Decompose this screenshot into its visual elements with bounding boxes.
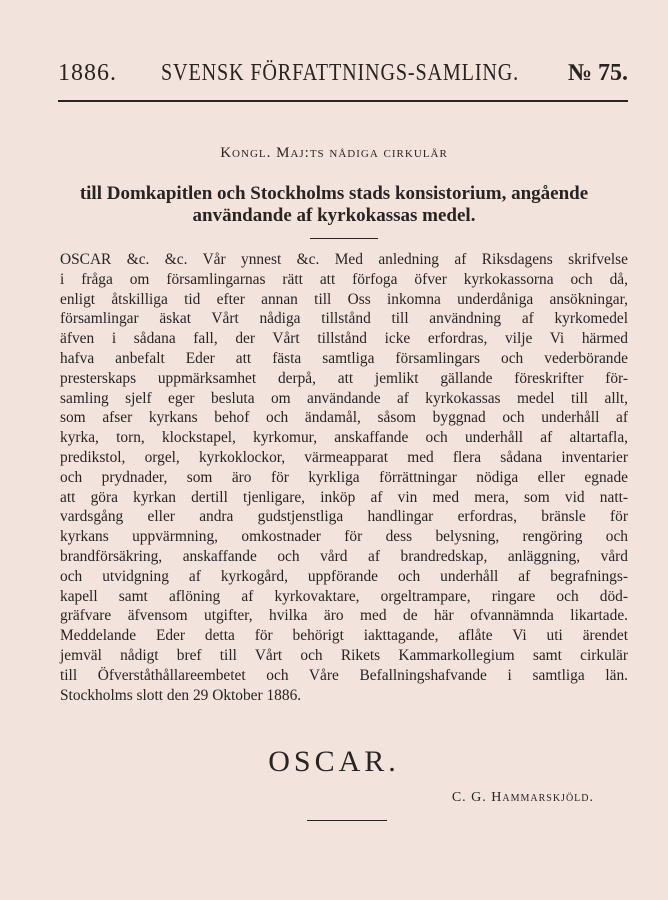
countersignature: C. G. Hammarskjöld. bbox=[451, 790, 594, 805]
body-line: vardsgång eller andra gudstjenstliga handlingar erfordras, bränsle för bbox=[60, 508, 628, 526]
body-line: Meddelande Eder detta för behörigt iakttagande, aflåte Vi uti ärendet bbox=[60, 627, 628, 645]
body-line: predikstol, orgel, kyrkoklockor, värmeapparat med flera sådana inventarier bbox=[60, 448, 628, 466]
body-line: församlingar äskat Vårt nådiga tillstånd till användning af kyrkomedel bbox=[60, 310, 628, 328]
body-line: gräfvare äfvensom utgifter, hvilka äro med de här ofvannämnda likartade. bbox=[60, 607, 628, 625]
body-line: Stockholms slott den 29 Oktober 1886. bbox=[60, 686, 302, 704]
body-line: samling sjelf eger besluta om användande af kyrkokassas medel till allt, bbox=[60, 389, 628, 407]
body-line: brandförsäkring, anskaffande och vård af brandredskap, anläggning, vård bbox=[60, 547, 628, 565]
body-line: kyrka, torn, klockstapel, kyrkomur, anskaffande och underhåll af altartafla, bbox=[60, 429, 628, 447]
body-line: och prydnader, som äro för kyrkliga förrättningar nödiga eller egnade bbox=[60, 468, 628, 486]
body-line: och utvidgning af kyrkogård, uppförande och underhåll af begrafnings- bbox=[60, 567, 628, 585]
body-line: i fråga om församlingarnas rätt att förfoga öfver kyrkokassorna och då, bbox=[60, 270, 628, 288]
closing-rule bbox=[307, 820, 387, 821]
body-line: kyrkans uppvärmning, omkostnader för dess belysning, rengöring och bbox=[60, 528, 628, 546]
royal-signature: OSCAR. bbox=[268, 745, 400, 778]
body-line: hafva anbefalt Eder att fästa samtliga församlingars och vederbörande bbox=[60, 349, 628, 367]
document-body bbox=[60, 250, 628, 705]
body-line: OSCAR &c. &c. Vår ynnest &c. Med anledning af Riksdagens skrifvelse bbox=[60, 251, 628, 268]
page-header bbox=[58, 60, 628, 96]
body-line: jemväl nådigt bref till Vårt och Rikets Kammarkollegium samt cirkulär bbox=[60, 646, 628, 664]
document-heading: till Domkapitlen och Stockholms stads konsistorium, angående användande af kyrkokassas medel. bbox=[79, 183, 589, 226]
header-rule bbox=[58, 100, 628, 102]
body-line: som afser kyrkans behof och ändamål, såsom byggnad och underhåll af bbox=[60, 409, 628, 427]
body-line: till Öfverståthållareembetet och Våre Befallningshafvande i samtliga län. bbox=[60, 666, 628, 684]
document-kicker: Kongl. Maj:ts nådiga cirkulär bbox=[220, 145, 448, 161]
header-number: № 75. bbox=[567, 60, 628, 86]
body-line: presterskaps uppmärksamhet derpå, att jemlikt gällande föreskrifter för- bbox=[60, 369, 628, 387]
body-line: kapell samt aflöning af kyrkovaktare, orgeltrampare, ringare och död- bbox=[60, 587, 628, 605]
body-line: enligt åtskilliga tid efter annan till Oss inkomna underdåniga ansökningar, bbox=[60, 290, 628, 308]
body-line: äfven i sådana fall, der Vårt tillstånd icke erfordras, vilje Vi härmed bbox=[60, 330, 628, 348]
header-year: 1886. bbox=[58, 60, 117, 86]
heading-divider bbox=[310, 238, 378, 239]
header-title: SVENSK FÖRFATTNINGS-SAMLING. bbox=[161, 60, 520, 86]
body-line: att göra kyrkan dertill tjenligare, inköp af vin med mera, som vid natt- bbox=[60, 488, 628, 506]
